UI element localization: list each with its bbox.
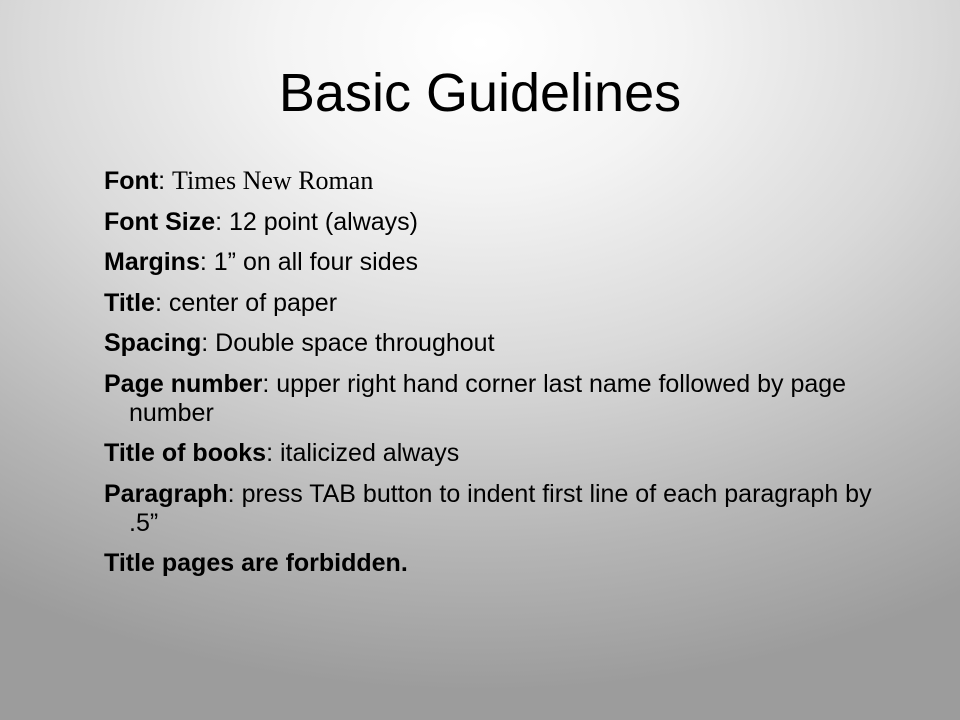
guideline-label: Title bbox=[104, 288, 155, 317]
guideline-separator: : bbox=[154, 288, 169, 317]
guideline-item-spacing bbox=[104, 329, 894, 358]
guideline-label: Page number bbox=[104, 369, 263, 398]
guideline-text: Double space throughout bbox=[215, 329, 495, 357]
guideline-separator: : bbox=[201, 329, 216, 357]
guideline-item-font-size bbox=[104, 208, 894, 237]
guideline-item-page-number bbox=[104, 370, 894, 428]
guideline-text: 12 point (always) bbox=[229, 207, 418, 236]
guideline-item-margins bbox=[104, 248, 894, 277]
guideline-separator: : bbox=[158, 167, 173, 195]
guideline-text: center of paper bbox=[168, 288, 338, 317]
guideline-label: Paragraph bbox=[104, 479, 228, 508]
guideline-closing: Title pages are forbidden. bbox=[104, 549, 408, 577]
guideline-item-title bbox=[104, 289, 894, 318]
guideline-item-font bbox=[104, 166, 894, 196]
guideline-text: 1” on all four sides bbox=[213, 248, 419, 276]
guideline-separator: : bbox=[215, 207, 230, 236]
guideline-list bbox=[104, 166, 894, 590]
guideline-separator: : bbox=[199, 248, 214, 276]
slide-title: Basic Guidelines bbox=[278, 63, 682, 123]
guideline-separator: : bbox=[227, 479, 242, 508]
guideline-text: upper right hand corner last name followed by page number bbox=[129, 369, 847, 427]
guideline-separator: : bbox=[266, 439, 280, 467]
guideline-label: Title of books bbox=[104, 439, 267, 467]
guideline-label: Spacing bbox=[104, 329, 202, 357]
guideline-label: Font Size bbox=[104, 207, 216, 236]
guideline-label: Margins bbox=[104, 248, 200, 276]
guideline-item-title-of-books bbox=[104, 439, 894, 468]
guideline-item-paragraph bbox=[104, 480, 894, 538]
guideline-separator: : bbox=[262, 369, 277, 398]
guideline-text: press TAB button to indent first line of each paragraph by .5” bbox=[129, 479, 872, 537]
guideline-label: Font bbox=[104, 167, 159, 195]
guideline-text: Times New Roman bbox=[172, 166, 374, 195]
guideline-text: italicized always bbox=[279, 439, 460, 467]
